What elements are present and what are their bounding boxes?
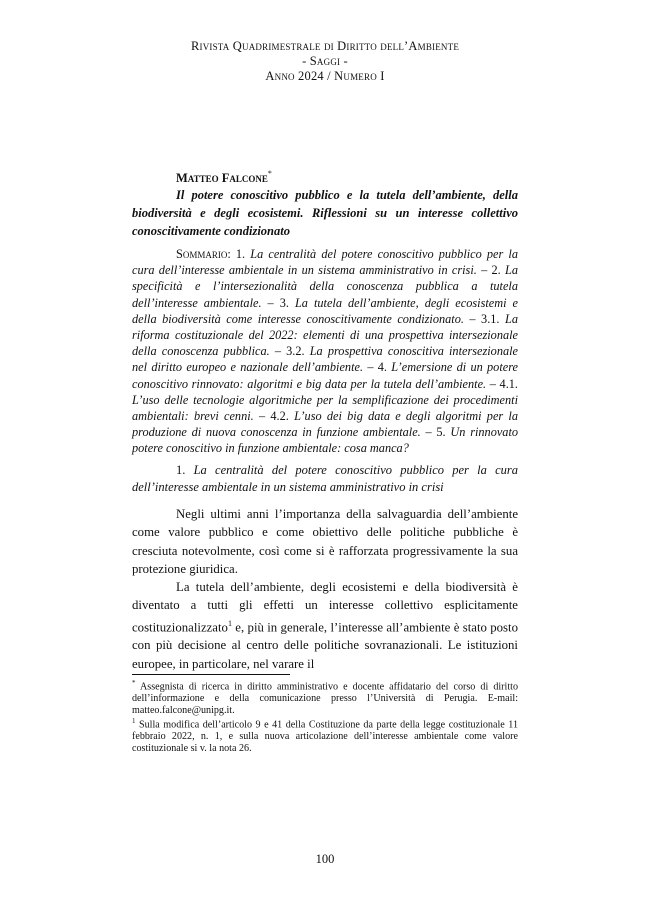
footnote-marker: 1 — [132, 717, 136, 726]
summary-item-num: – 5. — [420, 425, 451, 440]
summary-item: La tutela dell’ambiente, degli ecosistemi e della biodiversità come interesse conoscitivamente condizionato. — [132, 295, 519, 326]
summary-item-num: – 4.2. — [253, 409, 295, 424]
journal-header — [0, 39, 650, 84]
body-text-run: La tutela dell’ambiente, degli ecosistemi e della biodiversità è diventato a tutti gli effetti un interesse collettivo esplicitamente costituzionalizzato — [132, 580, 518, 635]
summary-item: La riforma costituzionale del 2022: elementi di una prospettiva intersezionale della conoscenza pubblica. — [132, 311, 518, 359]
footnote-marker: * — [132, 679, 136, 687]
author-footnote-marker: * — [267, 169, 272, 178]
author-name-block — [176, 170, 272, 186]
journal-name: Rivista Quadrimestrale di Diritto dell’Ambiente — [190, 39, 460, 53]
section-number: 1. — [176, 463, 194, 477]
footnote-separator — [132, 674, 290, 675]
footnotes — [132, 678, 518, 754]
footnote-text: Assegnista di ricerca in diritto amministrativo e docente affidatario del corso di diritto dell’informazione e della comunicazione presso l’Università di Perugia. E-mail: matteo.falcone@unipg.it. — [132, 681, 518, 716]
footnote-text: Sulla modifica dell’articolo 9 e 41 della Costituzione da parte della legge costituzionale 11 febbraio 2022, n. 1, e sulla nuova articolazione dell’interesse ambientale come valore costituzionale si v. la nota 26. — [132, 719, 518, 754]
body-paragraph: Negli ultimi anni l’importanza della salvaguardia dell’ambiente come valore pubblico e come obiettivo delle politiche pubbliche è cresciuta notevolmente, così come si è rafforzata progressivamente la sua protezione giuridica. — [132, 507, 518, 576]
summary-item: L’uso delle tecnologie algoritmiche per la semplificazione dei procedimenti ambientali: brevi cenni. — [132, 392, 518, 424]
summary-item-num: – 3. — [261, 295, 295, 310]
summary-item: L’uso dei big data e degli algoritmi per la produzione di nuova conoscenza in funzione ambientale. — [132, 409, 518, 440]
footnote — [132, 678, 518, 716]
summary-item: La centralità del potere conoscitivo pubblico per la cura dell’interesse ambientale in un sistema amministrativo in crisi. — [132, 247, 518, 278]
page-number: 100 — [315, 852, 335, 866]
summary-item: La specificità e l’intersezionalità della conoscenza pubblica a tutela dell’interesse ambientale. — [132, 263, 518, 310]
footnote-reference: 1 — [227, 618, 232, 628]
footnote — [132, 716, 518, 754]
summary-item: L’emersione di un potere conoscitivo rinnovato: algoritmi e big data per la tutela dell’ambiente. — [132, 360, 518, 391]
summary-item: Un rinnovato potere conoscitivo in funzione ambientale: cosa manca? — [132, 425, 519, 456]
section-heading — [132, 462, 518, 495]
journal-issue: Anno 2024 / Numero I — [265, 69, 385, 83]
journal-section: - Saggi - — [302, 54, 348, 68]
body-text — [132, 505, 518, 673]
summary-item-num: – 3.2. — [269, 344, 310, 359]
body-text-run: e, più in generale, l’interesse all’ambiente è stato posto con più decisione al centro delle politiche sovranazionali. Le istituzioni europee, in particolare, nel varare il — [132, 620, 518, 671]
author-name: Matteo Falcone — [176, 171, 268, 186]
summary-item-num: – 4. — [363, 360, 392, 375]
article-title: Il potere conoscitivo pubblico e la tutela dell’ambiente, della biodiversità e degli ecosistemi. Riflessioni su un interesse collettivo conoscitivamente condizionato — [132, 188, 518, 238]
summary-item-num: – 3.1. — [463, 311, 505, 326]
summary-item-num: – 2. — [476, 263, 505, 278]
summary-item: La prospettiva conoscitiva intersezionale nel diritto europeo e nazionale dell’ambiente. — [132, 344, 518, 375]
summary-item-num: 1. — [230, 247, 251, 261]
summary-item-num: – 4.1. — [486, 376, 518, 391]
section-title: La centralità del potere conoscitivo pubblico per la cura dell’interesse ambientale in un sistema amministrativo in crisi — [132, 463, 518, 494]
summary — [132, 246, 518, 457]
body-paragraph — [132, 578, 518, 673]
summary-label: Sommario: — [176, 247, 231, 261]
